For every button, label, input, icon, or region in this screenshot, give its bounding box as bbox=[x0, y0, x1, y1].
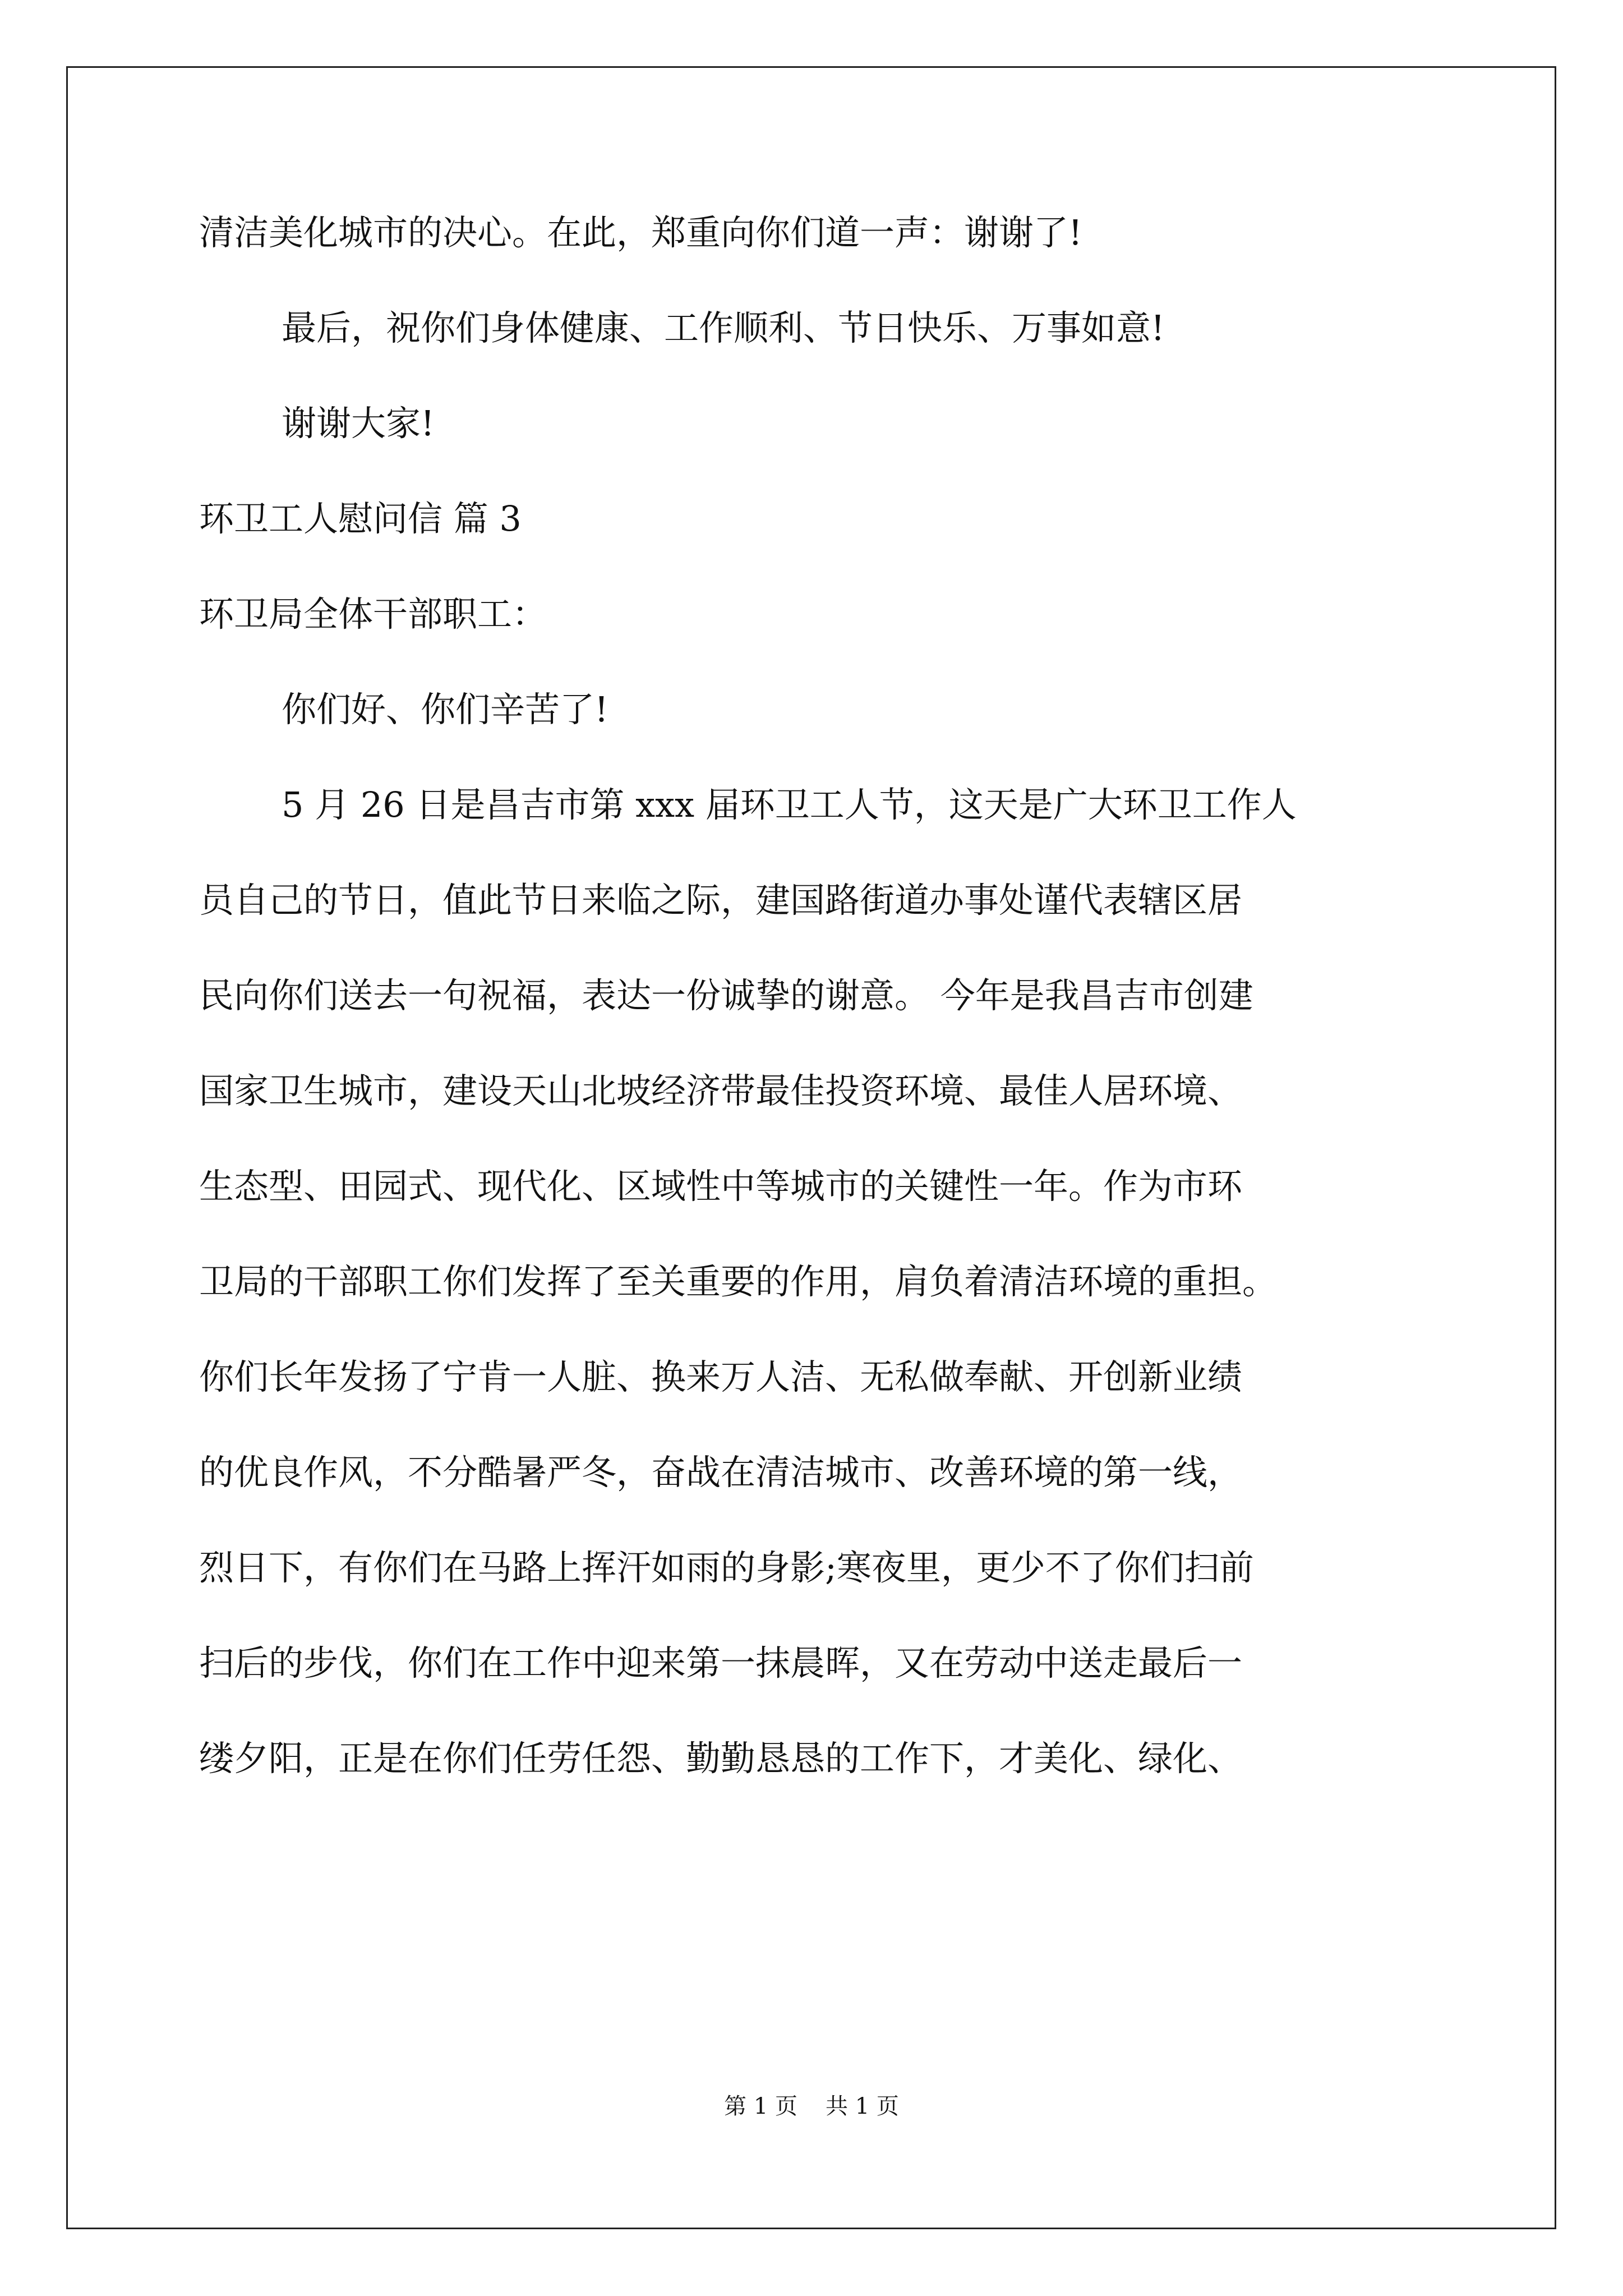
greeting: 你们好、你们辛苦了! bbox=[282, 689, 608, 730]
text-line: 生态型、田园式、现代化、区域性中等城市的关键性一年。作为市环 bbox=[199, 1166, 1243, 1207]
text-line: 最后，祝你们身体健康、工作顺利、节日快乐、万事如意! bbox=[282, 307, 1165, 348]
text-line: 卫局的干部职工你们发挥了至关重要的作用，肩负着清洁环境的重担。 bbox=[199, 1261, 1278, 1302]
text-line: 谢谢大家! bbox=[282, 403, 435, 444]
text-line: 缕夕阳，正是在你们任劳任怨、勤勤恳恳的工作下，才美化、绿化、 bbox=[199, 1738, 1243, 1779]
page-border bbox=[66, 66, 1556, 2229]
page-footer bbox=[0, 2092, 1623, 2120]
text-line: 扫后的步伐，你们在工作中迎来第一抹晨晖，又在劳动中送走最后一 bbox=[199, 1642, 1243, 1683]
text-line: 民向你们送去一句祝福，表达一份诚挚的谢意。 今年是我昌吉市创建 bbox=[199, 975, 1253, 1016]
page-number: 第 1 页 bbox=[724, 2093, 797, 2119]
text-line: 清洁美化城市的决心。在此，郑重向你们道一声：谢谢了! bbox=[199, 212, 1082, 253]
text-line: 国家卫生城市，建设天山北坡经济带最佳投资环境、最佳人居环境、 bbox=[199, 1070, 1243, 1111]
section-heading: 环卫工人慰问信 篇 3 bbox=[199, 498, 522, 539]
text-line: 烈日下，有你们在马路上挥汗如雨的身影;寒夜里，更少不了你们扫前 bbox=[199, 1547, 1254, 1588]
text-line: 的优良作风，不分酷暑严冬，奋战在清洁城市、改善环境的第一线， bbox=[199, 1452, 1243, 1493]
text-line: 你们长年发扬了宁肯一人脏、换来万人洁、无私做奉献、开创新业绩 bbox=[199, 1356, 1243, 1397]
page-total: 共 1 页 bbox=[826, 2093, 899, 2119]
text-line: 5 月 26 日是昌吉市第 xxx 届环卫工人节，这天是广大环卫工作人 bbox=[282, 784, 1297, 825]
salutation: 环卫局全体干部职工： bbox=[199, 593, 547, 634]
text-line: 员自己的节日，值此节日来临之际，建国路街道办事处谨代表辖区居 bbox=[199, 880, 1243, 921]
